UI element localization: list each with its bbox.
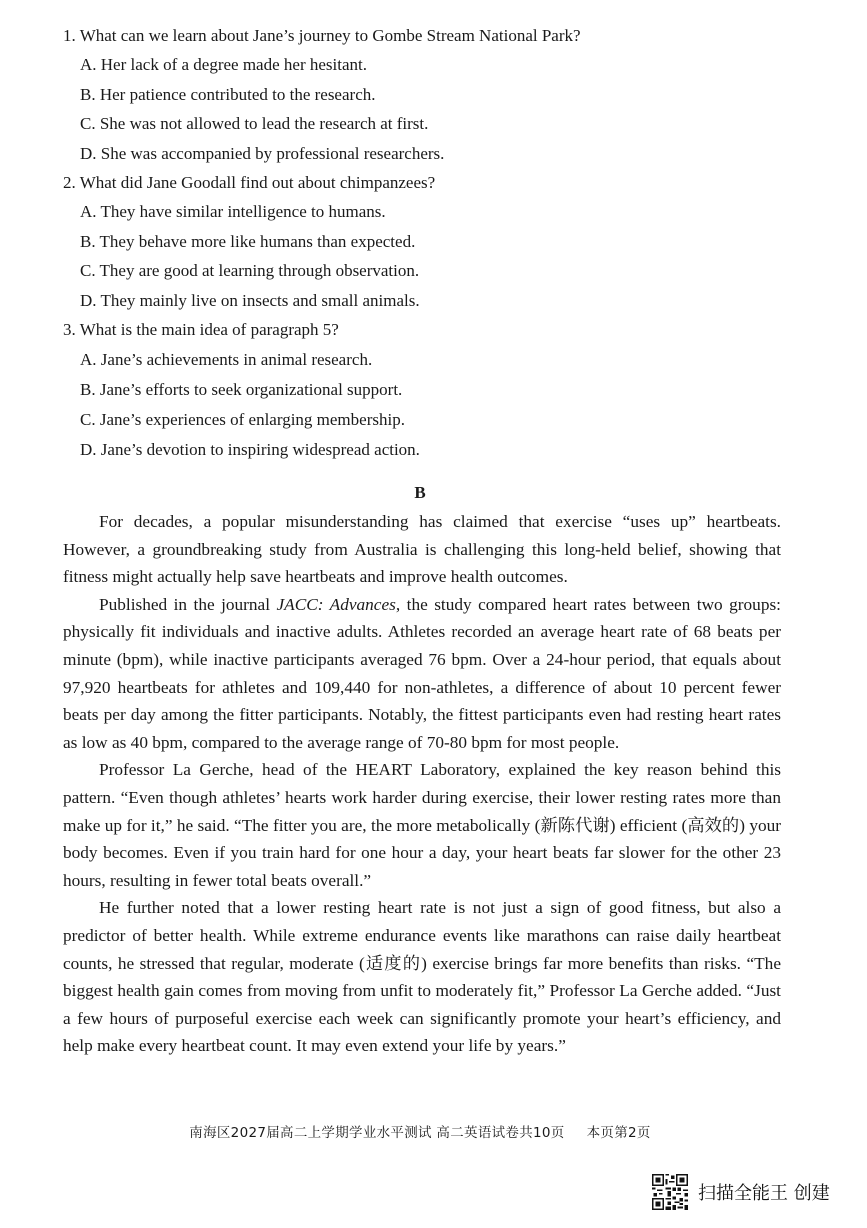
question-2-option-b: B. They behave more like humans than expected. (80, 232, 416, 251)
qr-code-icon (652, 1174, 688, 1210)
question-1-option-a: A. Her lack of a degree made her hesitant. (80, 55, 367, 74)
question-2-option-a: A. They have similar intelligence to humans. (80, 202, 386, 221)
question-2-option-d: D. They mainly live on insects and small animals. (80, 291, 420, 310)
question-3-stem: 3. What is the main idea of paragraph 5? (63, 320, 339, 339)
section-b-heading: B (414, 483, 426, 502)
journal-title: JACC: Advances (276, 594, 396, 614)
scanner-stamp (652, 1174, 830, 1210)
paragraph-2-rest: , the study compared heart rates between two groups: physically fit individuals and inactive adults. Athletes recorded an average heart rate of 68 beats per minute (bpm), while inactive participants averaged 76 bpm. Over a 24-hour period, that equals about 97,920 heartbeats for athletes and 109,440 for non-athletes, a difference of about 10 percent fewer beats per day among the fitter participants. Notably, the fittest participants even had resting heart rates as low as 40 bpm, compared to the average range of 70-80 bpm for most people. (63, 594, 781, 752)
passage-paragraph-2 (63, 591, 781, 757)
page-footer (0, 1121, 840, 1141)
question-3-option-d: D. Jane’s devotion to inspiring widespread action. (80, 440, 420, 459)
footer-page-info: 本页第2页 (586, 1125, 651, 1141)
question-3-option-c: C. Jane’s experiences of enlarging membership. (80, 410, 405, 429)
scanner-stamp-text: 扫描全能王 创建 (698, 1183, 830, 1204)
question-2-stem: 2. What did Jane Goodall find out about chimpanzees? (63, 173, 436, 192)
question-3-option-b: B. Jane’s efforts to seek organizational support. (80, 380, 403, 399)
question-2-option-c: C. They are good at learning through observation. (80, 261, 420, 280)
question-3-option-a: A. Jane’s achievements in animal research. (80, 350, 373, 369)
reading-passage-b (63, 508, 781, 1060)
question-1-option-c: C. She was not allowed to lead the research at first. (80, 114, 429, 133)
passage-paragraph-1: For decades, a popular misunderstanding has claimed that exercise “uses up” heartbeats. However, a groundbreaking study from Australia is challenging this long-held belief, showing that fitness might actually help save heartbeats and improve health outcomes. (63, 512, 781, 587)
question-1-option-d: D. She was accompanied by professional researchers. (80, 144, 445, 163)
footer-exam-info: 南海区2027届高二上学期学业水平测试 高二英语试卷共10页 (189, 1125, 565, 1141)
passage-paragraph-4: He further noted that a lower resting heart rate is not just a sign of good fitness, but also a predictor of better health. While extreme endurance events like marathons can raise daily heartbeat counts, he stressed that regular, moderate (适度的) exercise brings far more benefits than risks. “The biggest health gain comes from moving from unfit to moderately fit,” Professor La Gerche added. “Just a few hours of purposeful exercise each week can significantly promote your heart’s efficiency, and help make every heartbeat count. It may even extend your life by years.” (63, 898, 781, 1056)
question-1-option-b: B. Her patience contributed to the research. (80, 85, 376, 104)
passage-paragraph-3: Professor La Gerche, head of the HEART Laboratory, explained the key reason behind this pattern. “Even though athletes’ hearts work harder during exercise, their lower resting rates more than make up for it,” he said. “The fitter you are, the more metabolically (新陈代谢) efficient (高效的) your body becomes. Even if you train hard for one hour a day, your heart beats far slower for the other 23 hours, resulting in fewer total beats overall.” (63, 760, 781, 890)
paragraph-2-lead: Published in the journal (99, 594, 277, 614)
question-1-stem: 1. What can we learn about Jane’s journey to Gombe Stream National Park? (63, 26, 581, 45)
